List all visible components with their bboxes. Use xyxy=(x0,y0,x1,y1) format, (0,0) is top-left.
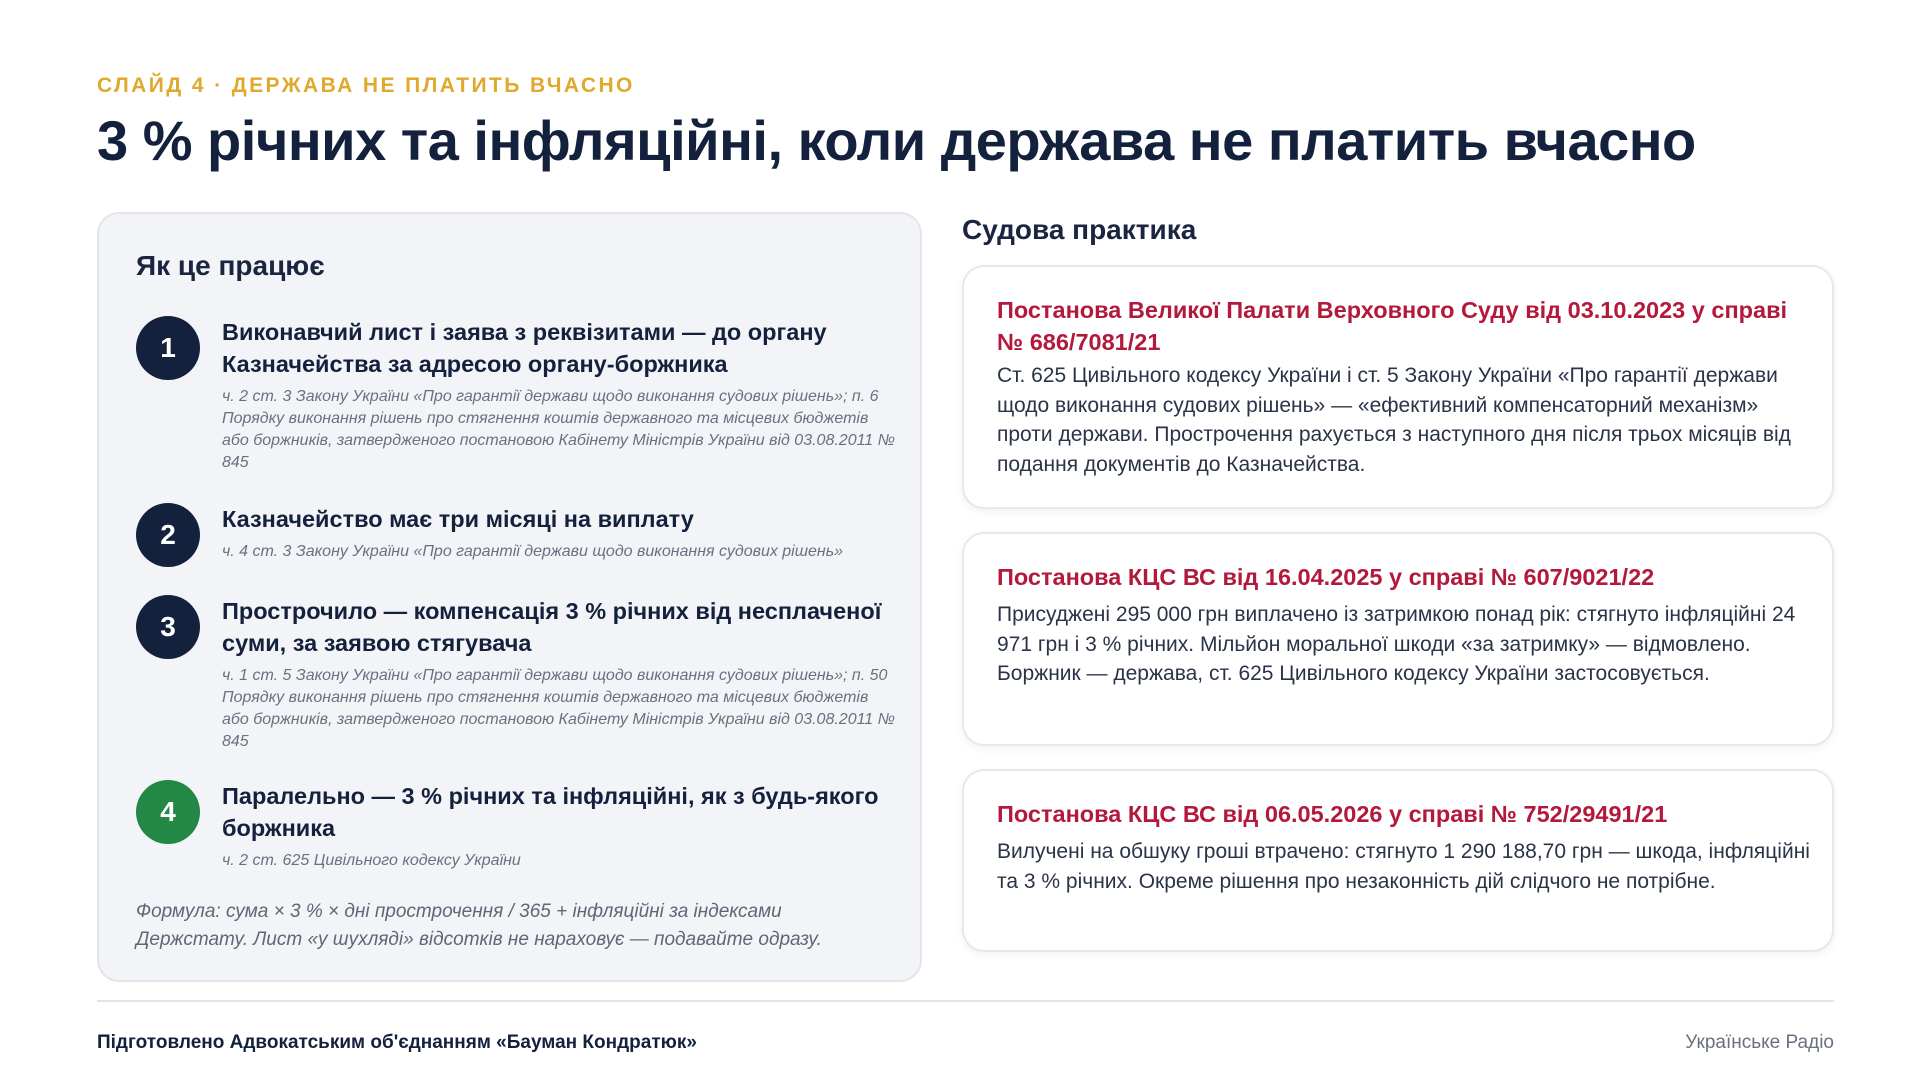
slide-title: 3 % річних та інфляційні, коли держава не платить вчасно xyxy=(97,109,1696,172)
step-reference: ч. 4 ст. 3 Закону України «Про гарантії держави щодо виконання судових рішень» xyxy=(222,543,844,560)
case-card-2 xyxy=(962,532,1834,746)
step-number: 2 xyxy=(136,503,200,567)
step-number: 3 xyxy=(136,595,200,659)
footer-credit: Підготовлено Адвокатським об'єднанням «Бауман Кондратюк» xyxy=(97,1032,697,1053)
step-reference: ч. 2 ст. 3 Закону України «Про гарантії держави щодо виконання судових рішень»; п. 6 Порядку виконання рішень про стягнення коштів державного та місцевих бюджетів або боржників, затвердженого постановою Кабінету Міністрів України від 03.08.2011 № 845 xyxy=(222,388,895,471)
case-text: Вилучені на обшуку гроші втрачено: стягнуто 1 290 188,70 грн — шкода, інфляційні та 3 % річних. Окреме рішення про незаконність дій слідчого не потрібне. xyxy=(997,840,1810,893)
case-title: Постанова Великої Палати Верховного Суду від 03.10.2023 у справі № 686/7081/21 xyxy=(997,297,1788,355)
case-title: Постанова КЦС ВС від 16.04.2025 у справі № 607/9021/22 xyxy=(997,564,1655,590)
step-reference: ч. 2 ст. 625 Цивільного кодексу України xyxy=(222,852,521,869)
step-title: Паралельно — 3 % річних та інфляційні, як з будь-якого боржника xyxy=(222,783,879,841)
case-card-1 xyxy=(962,265,1834,509)
court-practice-heading: Судова практика xyxy=(962,214,1197,245)
footer-source: Українське Радіо xyxy=(1685,1032,1834,1053)
formula-note: Формула: сума × 3 % × дні прострочення / 365 + інфляційні за індексами Держстату. Лист «у шухляді» відсотків не нараховує — подавайте одразу. xyxy=(136,901,822,950)
step-title: Прострочило — компенсація 3 % річних від несплаченої суми, за заявою стягувача xyxy=(222,598,882,656)
case-title: Постанова КЦС ВС від 06.05.2026 у справі № 752/29491/21 xyxy=(997,801,1668,827)
step-number: 1 xyxy=(136,316,200,380)
step-reference: ч. 1 ст. 5 Закону України «Про гарантії держави щодо виконання судових рішень»; п. 50 Порядку виконання рішень про стягнення коштів державного та місцевих бюджетів або боржників, затвердженого постановою Кабінету Міністрів України від 03.08.2011 № 845 xyxy=(222,667,895,750)
panel-heading: Як це працює xyxy=(136,250,325,281)
step-title: Виконавчий лист і заява з реквізитами — до органу Казначейства за адресою органу-боржника xyxy=(222,319,827,377)
case-text: Присуджені 295 000 грн виплачено із затримкою понад рік: стягнуто інфляційні 24 971 грн і 3 % річних. Мільйон моральної шкоди «за затримку» — відмовлено. Боржник — держава, ст. 625 Цивільного кодексу України застосовується. xyxy=(997,603,1796,685)
step-number: 4 xyxy=(136,780,200,844)
slide-kicker: СЛАЙД 4 · ДЕРЖАВА НЕ ПЛАТИТЬ ВЧАСНО xyxy=(97,74,635,97)
step-title: Казначейство має три місяці на виплату xyxy=(222,506,694,532)
footer-divider xyxy=(97,1000,1834,1002)
case-card-3 xyxy=(962,769,1834,952)
how-it-works-panel xyxy=(97,212,922,982)
case-text: Ст. 625 Цивільного кодексу України і ст. 5 Закону України «Про гарантії держави щодо виконання судових рішень» — «ефективний компенсаторний механізм» проти держави. Прострочення рахується з наступного дня після трьох місяців від подання документів до Казначейства. xyxy=(997,364,1791,476)
